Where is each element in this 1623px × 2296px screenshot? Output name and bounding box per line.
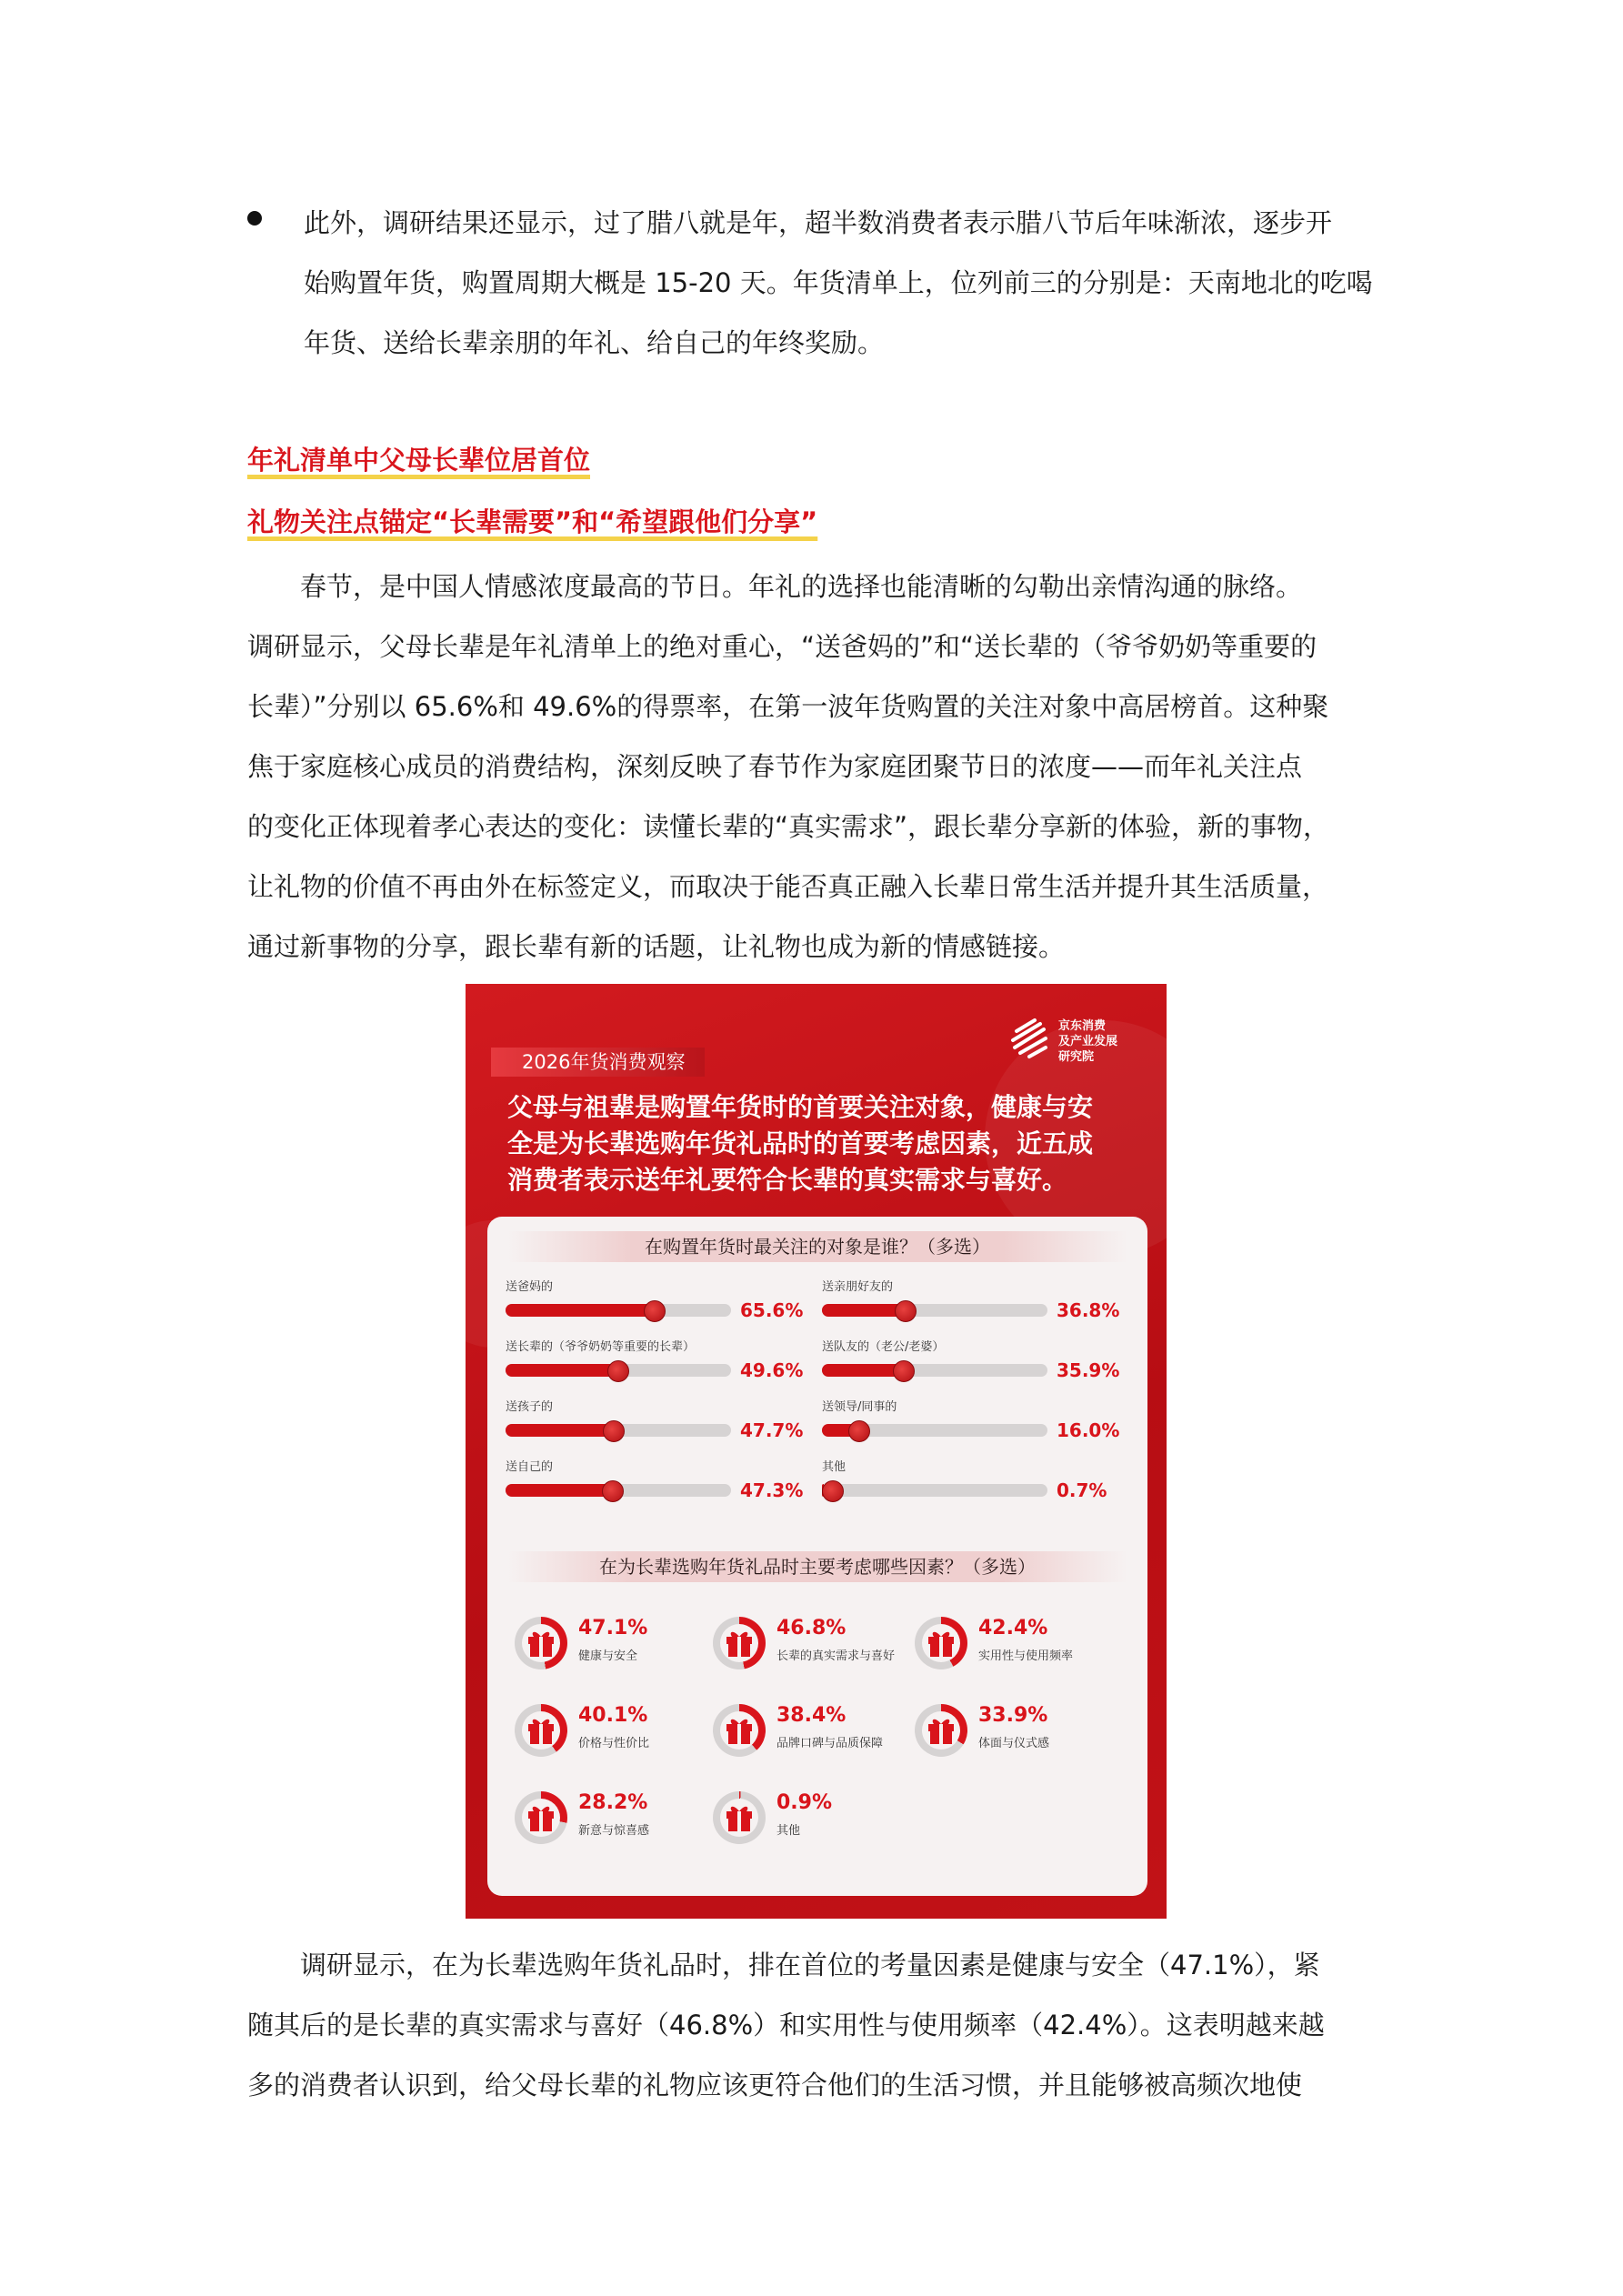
- factor-value: 42.4%: [978, 1617, 1048, 1639]
- gift-icon: [723, 1715, 756, 1746]
- text-line: 多的消费者认识到，给父母长辈的礼物应该更符合他们的生活习惯，并且能够被高频次地使: [247, 2070, 1303, 2100]
- factor-item: [713, 1791, 922, 1855]
- factor-value: 33.9%: [978, 1704, 1048, 1727]
- lantern-marker-icon: [822, 1480, 844, 1502]
- bar-item: [822, 1337, 1120, 1386]
- factor-label: 健康与安全: [578, 1649, 638, 1663]
- text-line: 调研显示，在为长辈选购年货礼品时，排在首位的考量因素是健康与安全（47.1%），紧: [247, 1950, 1320, 1980]
- lantern-marker-icon: [893, 1360, 915, 1382]
- progress-ring: [515, 1704, 567, 1757]
- bar-label: 送队友的（老公/老婆）: [822, 1340, 945, 1354]
- title-line: 父母与祖辈是购置年货时的首要关注对象，健康与安: [507, 1092, 1094, 1122]
- logo-mark-icon: [1007, 1017, 1051, 1060]
- bar-label: 送爸妈的: [506, 1280, 554, 1294]
- text-line: 长辈）”分别以 65.6%和 49.6%的得票率，在第一波年货购置的关注对象中高居榜首。这种聚: [247, 691, 1329, 722]
- factor-label: 价格与性价比: [578, 1737, 650, 1750]
- bar-value-label: 49.6%: [740, 1359, 804, 1381]
- factor-value: 28.2%: [578, 1791, 648, 1814]
- gift-icon: [525, 1628, 557, 1659]
- progress-ring: [713, 1791, 766, 1844]
- factor-label: 实用性与使用频率: [978, 1649, 1074, 1663]
- bar-item: [506, 1277, 804, 1326]
- gift-icon: [723, 1628, 756, 1659]
- title-line: 全是为长辈选购年货礼品时的首要考虑因素，近五成: [507, 1128, 1094, 1158]
- gift-icon: [525, 1715, 557, 1746]
- gift-icon: [723, 1802, 756, 1833]
- paragraph-1: [247, 556, 1393, 977]
- paragraph-2: [247, 1935, 1393, 2115]
- logo-line: 京东消费: [1058, 1019, 1107, 1033]
- lantern-marker-icon: [848, 1420, 870, 1442]
- bar-track: [506, 1364, 731, 1377]
- gift-icon: [925, 1715, 957, 1746]
- bar-track: [822, 1484, 1047, 1497]
- factor-item: [515, 1704, 724, 1768]
- text-line: 通过新事物的分享，跟长辈有新的话题，让礼物也成为新的情感链接。: [247, 931, 1066, 962]
- bar: [822, 1364, 903, 1377]
- text-line: 调研显示，父母长辈是年礼清单上的绝对重心，“送爸妈的”和“送长辈的（爷爷奶奶等重要的: [247, 631, 1317, 662]
- text-line: 此外，调研结果还显示，过了腊八就是年，超半数消费者表示腊八节后年味渐浓，逐步开: [304, 207, 1333, 238]
- text-line: 年货、送给长辈亲朋的年礼、给自己的年终奖励。: [304, 327, 885, 358]
- gift-icon: [925, 1628, 957, 1659]
- progress-ring: [915, 1617, 967, 1669]
- bar: [506, 1484, 612, 1497]
- factor-label: 新意与惊喜感: [578, 1824, 650, 1838]
- progress-ring: [713, 1617, 766, 1669]
- factor-item: [713, 1704, 922, 1768]
- infographic-tag: 2026年货消费观察: [491, 1048, 705, 1077]
- title-line: 消费者表示送年礼要符合长辈的真实需求与喜好。: [507, 1165, 1068, 1195]
- progress-ring: [713, 1704, 766, 1757]
- bar-item: [822, 1397, 1120, 1446]
- bar-value-label: 65.6%: [740, 1299, 804, 1321]
- lantern-marker-icon: [644, 1300, 666, 1322]
- factor-item: [515, 1791, 724, 1855]
- factor-value: 47.1%: [578, 1617, 648, 1639]
- bar-label: 送长辈的（爷爷奶奶等重要的长辈）: [506, 1340, 696, 1354]
- infographic-card: [487, 1217, 1147, 1896]
- factor-item: [915, 1704, 1124, 1768]
- text-line: 随其后的是长辈的真实需求与喜好（46.8%）和实用性与使用频率（42.4%）。这表明越来越: [247, 2010, 1325, 2040]
- bar-item: [506, 1457, 804, 1506]
- bar-label: 送孩子的: [506, 1400, 554, 1414]
- text-line: 春节，是中国人情感浓度最高的节日。年礼的选择也能清晰的勾勒出亲情沟通的脉络。: [247, 571, 1303, 602]
- bullet-text: [304, 193, 1393, 373]
- factor-label: 长辈的真实需求与喜好: [776, 1649, 896, 1663]
- bar-track: [506, 1304, 731, 1317]
- text-line: 让礼物的价值不再由外在标签定义，而取决于能否真正融入长辈日常生活并提升其生活质量，: [247, 871, 1329, 902]
- text-line: 焦于家庭核心成员的消费结构，深刻反映了春节作为家庭团聚节日的浓度——而年礼关注点: [247, 751, 1303, 782]
- bar-item: [506, 1337, 804, 1386]
- text-line: 始购置年货，购置周期大概是 15-20 天。年货清单上，位列前三的分别是：天南地北的吃喝: [304, 267, 1373, 298]
- bar: [506, 1304, 654, 1317]
- factor-value: 38.4%: [776, 1704, 847, 1727]
- infographic: [466, 984, 1167, 1919]
- factor-value: 0.9%: [776, 1791, 833, 1814]
- factor-value: 40.1%: [578, 1704, 648, 1727]
- gift-icon: [525, 1802, 557, 1833]
- lantern-marker-icon: [895, 1300, 917, 1322]
- factor-item: [713, 1617, 922, 1680]
- bar-track: [822, 1304, 1047, 1317]
- bar-label: 其他: [822, 1460, 847, 1474]
- progress-ring: [515, 1617, 567, 1669]
- factor-label: 体面与仪式感: [978, 1737, 1050, 1750]
- bar-value-label: 36.8%: [1057, 1299, 1120, 1321]
- factor-item: [515, 1617, 724, 1680]
- factor-label: 品牌口碑与品质保障: [776, 1737, 884, 1750]
- factor-item: [915, 1617, 1124, 1680]
- bar-track: [506, 1424, 731, 1437]
- jd-research-logo: [1007, 1017, 1144, 1071]
- bar-label: 送亲朋好友的: [822, 1280, 894, 1294]
- bar-track: [822, 1364, 1047, 1377]
- bar-value-label: 47.7%: [740, 1419, 804, 1441]
- factor-chart-title: 在为长辈选购年货礼品时主要考虑哪些因素？（多选）: [507, 1551, 1127, 1582]
- bar-label: 送领导/同事的: [822, 1400, 897, 1414]
- bullet-dot-icon: [247, 211, 262, 226]
- bullet-paragraph: [247, 193, 1393, 373]
- lantern-marker-icon: [607, 1360, 629, 1382]
- section-subheading: 礼物关注点锚定“长辈需要”和“希望跟他们分享”: [247, 506, 818, 537]
- bar-item: [822, 1457, 1113, 1506]
- lantern-marker-icon: [603, 1420, 625, 1442]
- bar-item: [506, 1397, 804, 1446]
- section-heading: 年礼清单中父母长辈位居首位: [247, 445, 591, 476]
- bar: [506, 1424, 613, 1437]
- infographic-title: [507, 1089, 1144, 1198]
- factor-value: 46.8%: [776, 1617, 847, 1639]
- text-line: 的变化正体现着孝心表达的变化：读懂长辈的“真实需求”，跟长辈分享新的体验，新的事物，: [247, 811, 1330, 842]
- lantern-marker-icon: [602, 1480, 624, 1502]
- progress-ring: [915, 1704, 967, 1757]
- bar-chart-title: 在购置年货时最关注的对象是谁？（多选）: [507, 1231, 1127, 1262]
- bar-value-label: 0.7%: [1057, 1479, 1107, 1501]
- bar-track: [822, 1424, 1047, 1437]
- logo-line: 及产业发展: [1058, 1035, 1118, 1048]
- bar: [822, 1304, 905, 1317]
- factor-label: 其他: [776, 1824, 801, 1838]
- logo-line: 研究院: [1058, 1050, 1095, 1064]
- bar: [506, 1364, 617, 1377]
- bar-value-label: 47.3%: [740, 1479, 804, 1501]
- bar-label: 送自己的: [506, 1460, 554, 1474]
- logo-text: [1058, 1018, 1117, 1065]
- bar-value-label: 35.9%: [1057, 1359, 1120, 1381]
- progress-ring: [515, 1791, 567, 1844]
- bar-value-label: 16.0%: [1057, 1419, 1120, 1441]
- bar-item: [822, 1277, 1120, 1326]
- bar-track: [506, 1484, 731, 1497]
